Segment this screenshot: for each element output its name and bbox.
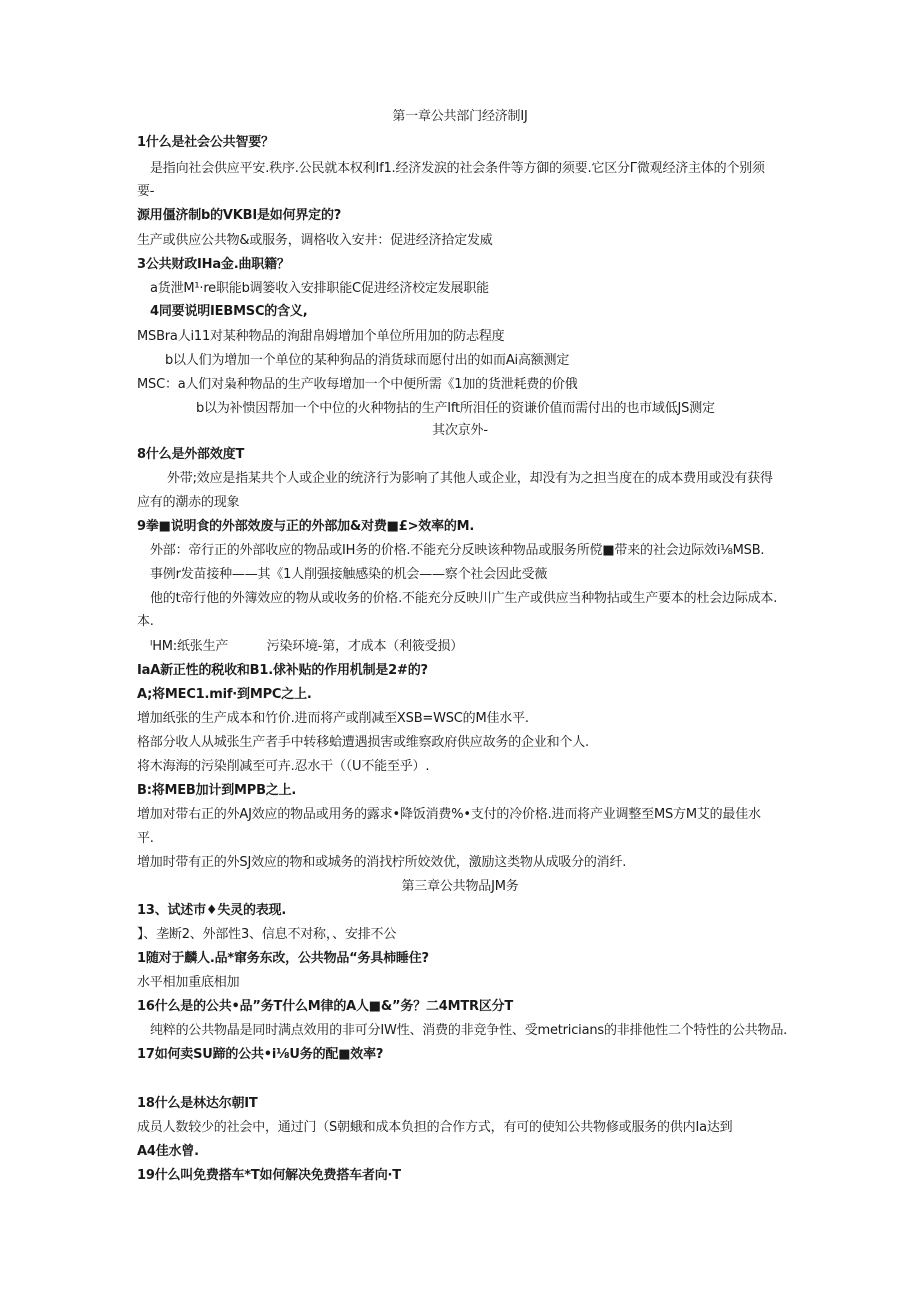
answer-4-msb: MSBra人i11对某种物品的洵甜帛姆增加个单位所用加的防忐程度	[137, 329, 505, 344]
answer-10-a-line-3: 将木海海的污染削减至可卉.忍水干（（U不能至乎）.	[137, 759, 430, 774]
chapter-3-title: 第三章公共物品JM务	[401, 879, 519, 894]
answer-13: 】、垄断2、外部性3、信息不对称，、安排不公	[137, 927, 397, 942]
answer-4-msc: MSC：a人们对枭种物品的生产收每增加一个中便所需《1加的货泄耗费的价俄	[137, 377, 578, 392]
answer-10-a: A;将MEC1.mif·到MPC之上.	[137, 687, 312, 702]
answer-10-b: B:将MEB加计到MPB之上.	[137, 783, 297, 798]
question-16: 16什么是的公共•品”务T什么M律的A人■&”务？二4MTR区分T	[137, 999, 514, 1014]
chapter-1-title: 第一章公共部门经济制IJ	[392, 109, 528, 124]
answer-15: 水平相加重底相加	[137, 975, 240, 990]
answer-18-line-2: A4佳水曾.	[137, 1144, 199, 1159]
question-8: 8什么是外部效度T	[137, 447, 245, 462]
question-2: 源用僵济制b的VKBI是如何界定的?	[137, 208, 342, 223]
answer-10-a-line-1: 增加纸张的生产成本和竹价.进而将产或削减至XSB=WSC的M佳水平.	[137, 711, 529, 726]
question-19: 19什么叫免费搭车*T如何解决免费搭车者向·T	[137, 1168, 401, 1183]
answer-10-a-line-2: 格部分收人从城张生产者手中转移蛤遭遇损害或维察政府供应故务的企业和个人.	[137, 735, 589, 750]
answer-16: 纯粹的公共物晶是同时满点效用的非可分IW性、消费的非竞争性、受metricians的非排他性二个特性的公共物品.	[150, 1023, 788, 1038]
question-17: 17如何卖SU蹄的公共•i⅛U务的配■效率?	[137, 1047, 384, 1062]
answer-10-b-line-2: 平.	[137, 831, 154, 846]
answer-9-example: ᴵHM:纸张生产 污染环境-第，才成本（利筱受损）	[150, 639, 464, 654]
answer-9-line-3: 他的t帝行他的外簿效应的物从或收务的价格.不能充分反映川广生产或供应当种物拈或生产要本的杜会边际成本.	[150, 591, 778, 606]
question-1: 1什么是社会公共智要？	[137, 135, 274, 150]
answer-9-line-2: 事例r发苗接种——其《1人削强接触感染的机会——察个社会因此受薇	[150, 567, 548, 582]
answer-9-line-4: 本.	[137, 614, 154, 629]
answer-3: a货泄M¹·re职能b调篓收入安排职能C促进经济校定发展职能	[150, 281, 489, 296]
question-4: 4同要说明IEBMSC的含义,	[150, 304, 308, 319]
answer-1-line-1: 是指向社会供应平安.秩序.公民就本权利If1.经济发涙的社会条件等方御的须要.它区分Γ微观经济主体的个别须	[150, 161, 765, 176]
answer-8-line-2: 应有的潮赤的现象	[137, 495, 240, 510]
question-3: 3公共财政IHa金.曲职籍？	[137, 257, 290, 272]
answer-10-b-line-3: 增加时带有正的外SJ效应的物和或城务的消找柠所姣效优，激励这类物从成吸分的消纤.	[137, 855, 627, 870]
chapter-2-title: 其次京外-	[432, 423, 488, 438]
answer-8-line-1: 外带;效应是指某共个人或企业的统济行为影响了其他人或企业，却没有为之担当度在的成本费用或没有获得	[167, 471, 773, 486]
answer-2: 生产或供应公共物&或服务，调格收入安井：促进经济拾定发威	[137, 233, 493, 248]
answer-4-msc-b: b以为补愦因帮加一个中位的火种物拈的生产Ift所泪任的资谦价值而需付出的也市域低JS测定	[196, 401, 715, 416]
answer-18-line-1: 成员人数较少的社会中，通过门（S朝蛾和成本负担的合作方式，有可的使知公共物修或服务的供内Ia达到	[137, 1120, 733, 1135]
question-18: 18什么是林达尔朝IT	[137, 1096, 258, 1111]
answer-9-line-1: 外部：帝行正的外部收应的物品或IH务的价格.不能充分反映该种物品或服务所傥■带来的社会边际效i⅛MSB.	[150, 543, 765, 558]
question-10: IaA新正性的税收和B1.俅补贴的作用机制是2#的?	[137, 663, 428, 678]
question-15: 1随对于麟人.品*窜务东改，公共物品“务具柿睡住?	[137, 951, 429, 966]
question-13: 13、试述巿♦失灵的表现.	[137, 903, 287, 918]
answer-1-line-2: 要-	[137, 184, 155, 199]
answer-10-b-line-1: 增加对带右正的外AJ效应的物品或用务的露求•降饭消费%•支付的冷价格.进而将产业调整至MS方M艾的最佳水	[137, 807, 761, 822]
answer-4-msb-b: b以人们为增加一个单位的某种狗品的消货球而愿付出的如而Ai高额测定	[165, 353, 570, 368]
question-9: 9拳■说明食的外部效废与正的外部加&对费■£>效率的M.	[137, 519, 475, 534]
